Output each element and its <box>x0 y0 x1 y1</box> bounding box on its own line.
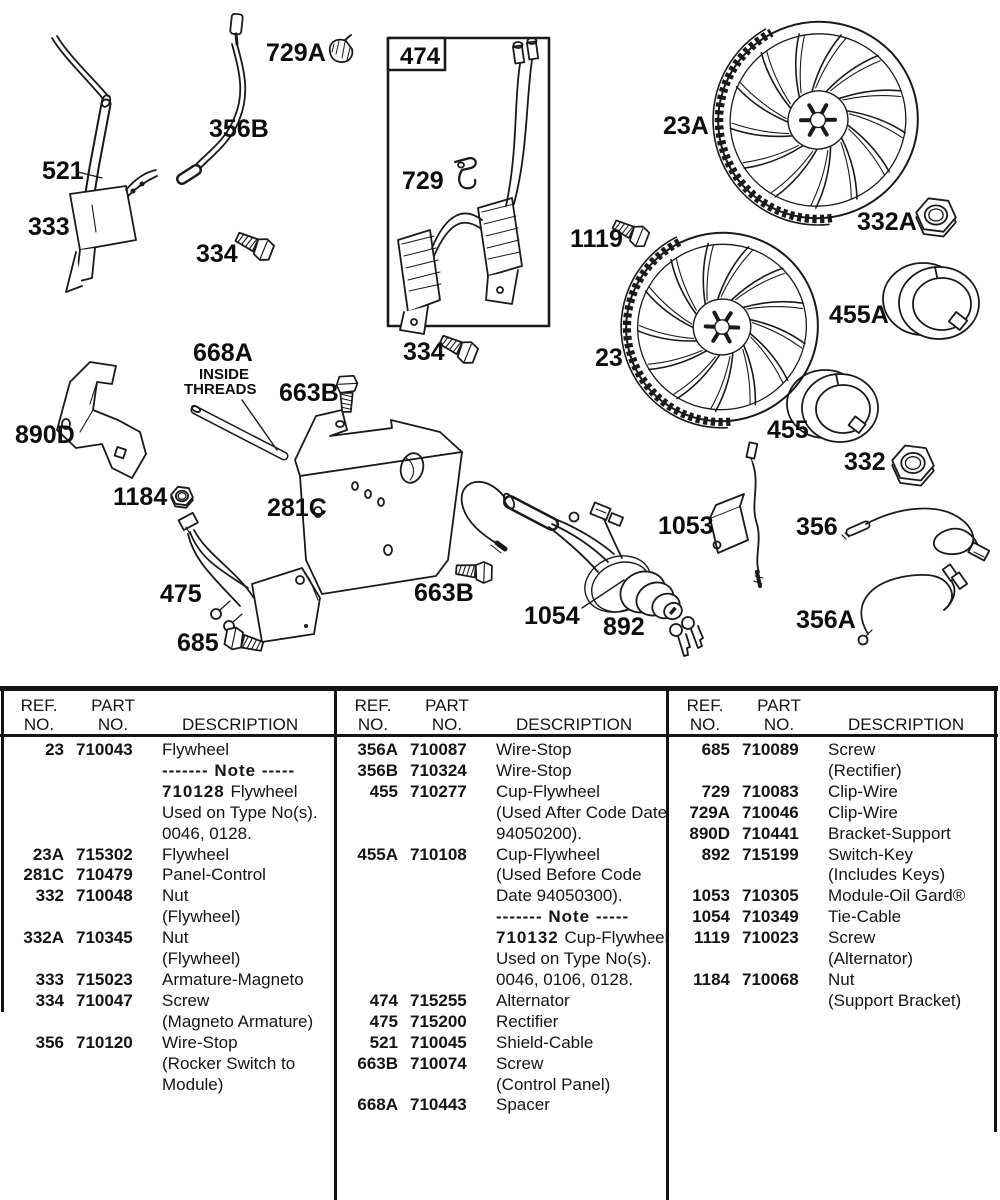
description-cell: 710132 Cup-Flywheel <box>496 928 669 948</box>
ref-no-cell: 23A <box>32 844 64 864</box>
part-no-cell <box>410 865 484 886</box>
part-label-892: 892 <box>603 613 645 641</box>
part-label-668A: 668A <box>193 339 253 367</box>
table-row <box>670 865 998 886</box>
ref-no-cell <box>348 949 398 970</box>
part-label-334-left: 334 <box>196 240 238 268</box>
ref-no-cell: 332A <box>23 928 64 948</box>
ref-no-cell: 23 <box>45 740 64 759</box>
part-label-281C: 281C <box>267 494 327 522</box>
part-label-668A-note-2: THREADS <box>184 381 257 398</box>
description-cell: (Used Before Code <box>496 865 642 885</box>
table-row <box>670 824 998 845</box>
part-no-cell: 710277 <box>410 781 467 801</box>
table-row <box>338 803 666 824</box>
description-cell: (Flywheel) <box>162 907 241 927</box>
part-no-cell <box>76 1075 150 1096</box>
ref-no-cell: 281C <box>23 865 64 885</box>
part-label-668A-note-1: INSIDE <box>199 366 250 383</box>
table-row <box>4 970 332 991</box>
ref-no-cell: 1119 <box>694 928 730 948</box>
table-row <box>338 761 666 782</box>
part-no-cell <box>742 991 816 1012</box>
ref-no-cell <box>348 803 398 824</box>
part-no-cell <box>410 949 484 970</box>
ref-no-cell <box>348 865 398 886</box>
table-column-header <box>338 686 666 734</box>
part-no-cell <box>410 970 484 991</box>
table-row <box>338 865 666 886</box>
table-row <box>670 886 998 907</box>
description-cell: Shield-Cable <box>496 1032 594 1052</box>
description-cell: ------- Note ----- <box>496 907 630 927</box>
description-cell: (Includes Keys) <box>828 865 946 885</box>
description-cell: Rectifier <box>496 1011 559 1031</box>
part-label-332: 332 <box>844 448 886 476</box>
ref-no-cell: 521 <box>369 1032 398 1052</box>
part-label-890D: 890D <box>15 421 75 449</box>
part-no-cell: 710324 <box>410 760 467 780</box>
description-cell: (Flywheel) <box>162 949 241 969</box>
part-label-333: 333 <box>28 213 70 241</box>
table-row <box>4 803 332 824</box>
description-cell: (Control Panel) <box>496 1074 611 1094</box>
part-label-356A: 356A <box>796 606 856 634</box>
part-no-cell: 710083 <box>742 781 799 801</box>
part-no-cell <box>410 886 484 907</box>
part-label-729: 729 <box>402 167 444 195</box>
part-no-cell: 710023 <box>742 928 799 948</box>
part-label-1053: 1053 <box>658 512 714 540</box>
table-row <box>338 740 666 761</box>
description-cell: Flywheel <box>162 844 230 864</box>
part-no-cell <box>410 1075 484 1096</box>
description-cell: (Rectifier) <box>828 760 902 780</box>
table-row <box>338 949 666 970</box>
table-row <box>670 949 998 970</box>
part-no-cell <box>410 803 484 824</box>
part-no-cell <box>742 949 816 970</box>
description-cell: Nut <box>828 969 855 989</box>
ref-no-cell: 892 <box>701 844 730 864</box>
description-cell: 94050200). <box>496 823 583 843</box>
part-label-356B: 356B <box>209 115 269 143</box>
part-no-cell: 710441 <box>742 823 799 843</box>
description-cell: 0046, 0128. <box>162 823 252 843</box>
part-label-521: 521 <box>42 157 84 185</box>
part-label-455: 455 <box>767 416 809 444</box>
description-cell: Module-Oil Gard® <box>828 886 966 906</box>
part-no-cell <box>410 824 484 845</box>
table-rows <box>4 734 332 1095</box>
table-row <box>670 845 998 866</box>
table-row <box>4 740 332 761</box>
ref-no-cell: 356B <box>357 760 398 780</box>
part-no-cell: 710048 <box>76 886 133 906</box>
description-cell: 710128 Flywheel <box>162 781 298 801</box>
description-cell: Cup-Flywheel <box>496 844 600 864</box>
table-row <box>4 1012 332 1033</box>
ref-no-cell: 685 <box>701 740 730 759</box>
table-row <box>338 928 669 949</box>
part-label-455A: 455A <box>829 301 889 329</box>
table-row <box>670 740 998 761</box>
ref-no-cell <box>14 761 64 782</box>
description-cell: Switch-Key <box>828 844 914 864</box>
description-cell: Wire-Stop <box>162 1032 238 1052</box>
ref-no-cell: 663B <box>357 1053 398 1073</box>
description-cell: Screw <box>496 1053 544 1073</box>
table-row <box>338 970 666 991</box>
table-row <box>4 761 332 782</box>
part-no-cell <box>76 761 150 782</box>
description-cell: Cup-Flywheel <box>496 781 600 801</box>
part-label-475: 475 <box>160 580 202 608</box>
description-cell: Bracket-Support <box>828 823 951 843</box>
part-no-cell: 715302 <box>76 844 133 864</box>
description-cell: (Support Bracket) <box>828 990 962 1010</box>
ref-no-cell <box>14 824 64 845</box>
table-column-2 <box>338 686 669 1116</box>
ref-no-cell: 890D <box>689 823 730 843</box>
description-cell: (Alternator) <box>828 949 914 969</box>
ref-no-cell <box>348 824 398 845</box>
ref-no-cell: 474 <box>369 990 398 1010</box>
description-cell: Used on Type No(s). <box>162 802 318 822</box>
description-cell: Nut <box>162 886 189 906</box>
part-no-cell <box>410 928 484 949</box>
part-no-cell: 710089 <box>742 740 799 759</box>
table-row <box>670 928 998 949</box>
part-label-729A: 729A <box>266 39 326 67</box>
part-no-cell <box>76 1012 150 1033</box>
description-cell: (Used After Code Date <box>496 802 668 822</box>
table-row <box>4 1033 332 1054</box>
part-no-header: PART NO. <box>425 696 469 734</box>
ref-no-cell <box>14 949 64 970</box>
part-label-663B-upper: 663B <box>279 379 339 407</box>
part-label-685: 685 <box>177 629 219 657</box>
table-row <box>670 803 998 824</box>
table-row <box>338 1054 666 1075</box>
description-cell: Nut <box>162 928 189 948</box>
table-row <box>4 824 332 845</box>
part-label-1119: 1119 <box>570 225 623 253</box>
ref-no-cell: 333 <box>35 969 64 989</box>
part-no-cell: 710120 <box>76 1032 133 1052</box>
table-row <box>4 949 332 970</box>
description-cell: Alternator <box>496 990 570 1010</box>
part-no-cell: 710074 <box>410 1053 467 1073</box>
description-cell: ------- Note ----- <box>162 760 296 780</box>
table-row <box>338 824 666 845</box>
description-cell: Armature-Magneto <box>162 969 304 989</box>
part-no-cell: 710087 <box>410 740 467 759</box>
ref-no-cell <box>680 865 730 886</box>
description-cell: Clip-Wire <box>828 781 898 801</box>
part-no-cell <box>742 865 816 886</box>
parts-list-table <box>0 686 1000 1200</box>
ref-no-header: REF. NO. <box>354 696 392 734</box>
ref-no-cell <box>348 907 398 928</box>
ref-no-cell <box>14 782 64 803</box>
ref-no-cell: 455 <box>369 781 398 801</box>
part-no-cell: 710305 <box>742 886 799 906</box>
ref-no-cell: 1053 <box>692 886 730 906</box>
table-row <box>670 970 998 991</box>
ref-no-cell <box>680 949 730 970</box>
part-no-cell: 715199 <box>742 844 799 864</box>
part-label-23A: 23A <box>663 112 709 140</box>
ref-no-cell <box>348 886 398 907</box>
table-row <box>4 991 332 1012</box>
table-row <box>338 1033 666 1054</box>
table-column-1 <box>4 686 332 1095</box>
part-no-cell <box>742 761 816 782</box>
ref-no-cell <box>14 1054 64 1075</box>
ref-no-cell <box>14 1075 64 1096</box>
table-row <box>4 928 332 949</box>
part-no-cell <box>76 949 150 970</box>
description-cell: Wire-Stop <box>496 740 572 759</box>
description-cell: Module) <box>162 1074 224 1094</box>
description-cell: Used on Type No(s). <box>496 949 652 969</box>
ref-no-cell: 475 <box>369 1011 398 1031</box>
part-label-332A: 332A <box>857 208 917 236</box>
table-column-divider-1 <box>334 686 337 1200</box>
part-no-cell: 715023 <box>76 969 133 989</box>
part-no-cell: 715200 <box>410 1011 467 1031</box>
ref-no-header: REF. NO. <box>20 696 58 734</box>
ref-no-cell <box>14 1012 64 1033</box>
description-header: DESCRIPTION <box>848 715 965 734</box>
part-no-header: PART NO. <box>757 696 801 734</box>
table-row <box>670 782 998 803</box>
description-cell: Spacer <box>496 1095 550 1115</box>
ref-no-cell <box>348 928 398 949</box>
description-cell: (Rocker Switch to <box>162 1053 296 1073</box>
ref-no-cell: 356 <box>35 1032 64 1052</box>
part-label-1184: 1184 <box>113 483 168 511</box>
table-rows <box>670 734 998 1012</box>
ref-no-cell: 729A <box>689 802 730 822</box>
table-row <box>338 907 666 928</box>
ref-no-cell: 729 <box>701 781 730 801</box>
table-row <box>4 907 332 928</box>
table-row <box>338 845 666 866</box>
part-no-cell: 715255 <box>410 990 467 1010</box>
part-no-cell <box>76 782 150 803</box>
description-cell: Screw <box>828 928 876 948</box>
description-cell: Wire-Stop <box>496 760 572 780</box>
part-no-cell: 710443 <box>410 1095 467 1115</box>
table-rows <box>338 734 669 1116</box>
table-row <box>670 991 998 1012</box>
table-row <box>670 761 998 782</box>
table-row <box>338 782 666 803</box>
table-row <box>4 782 332 803</box>
ref-no-cell: 356A <box>357 740 398 759</box>
ref-no-cell: 1184 <box>693 969 730 989</box>
table-row <box>338 1095 666 1116</box>
ref-no-header: REF. NO. <box>686 696 724 734</box>
ref-no-cell: 455A <box>357 844 398 864</box>
part-no-cell: 710479 <box>76 865 133 885</box>
part-no-cell: 710108 <box>410 844 467 864</box>
table-row <box>4 1054 332 1075</box>
part-no-cell <box>76 824 150 845</box>
part-no-cell: 710047 <box>76 990 133 1010</box>
part-label-23: 23 <box>595 344 623 372</box>
part-label-1054: 1054 <box>524 602 580 630</box>
table-row <box>4 886 332 907</box>
part-label-334-center: 334 <box>403 338 445 366</box>
part-no-cell: 710043 <box>76 740 133 759</box>
table-column-header <box>4 686 332 734</box>
part-no-cell <box>76 1054 150 1075</box>
table-row <box>4 1075 332 1096</box>
part-label-356: 356 <box>796 513 838 541</box>
ref-no-cell <box>680 991 730 1012</box>
part-no-header: PART NO. <box>91 696 135 734</box>
ref-no-cell <box>348 970 398 991</box>
description-header: DESCRIPTION <box>182 715 299 734</box>
part-no-cell: 710068 <box>742 969 799 989</box>
ref-no-cell: 332 <box>35 886 64 906</box>
description-cell: Flywheel <box>162 740 230 759</box>
part-no-cell <box>76 907 150 928</box>
ref-no-cell: 668A <box>357 1095 398 1115</box>
ref-no-cell: 334 <box>35 990 64 1010</box>
table-column-3 <box>670 686 998 1012</box>
part-no-cell <box>410 907 484 928</box>
description-cell: Tie-Cable <box>828 907 902 927</box>
description-cell: Panel-Control <box>162 865 266 885</box>
description-cell: 0046, 0106, 0128. <box>496 969 634 989</box>
ref-no-cell <box>14 803 64 824</box>
part-label-474: 474 <box>400 43 441 70</box>
description-cell: Date 94050300). <box>496 886 623 906</box>
part-no-cell: 710045 <box>410 1032 467 1052</box>
ref-no-cell <box>348 1075 398 1096</box>
table-row <box>338 1075 666 1096</box>
description-cell: Screw <box>828 740 876 759</box>
table-row <box>670 907 998 928</box>
part-no-cell: 710345 <box>76 928 133 948</box>
ref-no-cell <box>14 907 64 928</box>
part-no-cell <box>76 803 150 824</box>
description-header: DESCRIPTION <box>516 715 633 734</box>
ref-no-cell <box>680 761 730 782</box>
ref-no-cell: 1054 <box>692 907 730 927</box>
part-no-cell: 710349 <box>742 907 799 927</box>
description-cell: Clip-Wire <box>828 802 898 822</box>
description-cell: Screw <box>162 990 210 1010</box>
part-no-cell: 710046 <box>742 802 799 822</box>
description-cell: (Magneto Armature) <box>162 1011 314 1031</box>
table-row <box>338 991 666 1012</box>
table-row <box>4 845 332 866</box>
table-row <box>4 865 332 886</box>
part-label-663B-lower: 663B <box>414 579 474 607</box>
table-row <box>338 1012 666 1033</box>
table-column-header <box>670 686 998 734</box>
table-row <box>338 886 666 907</box>
